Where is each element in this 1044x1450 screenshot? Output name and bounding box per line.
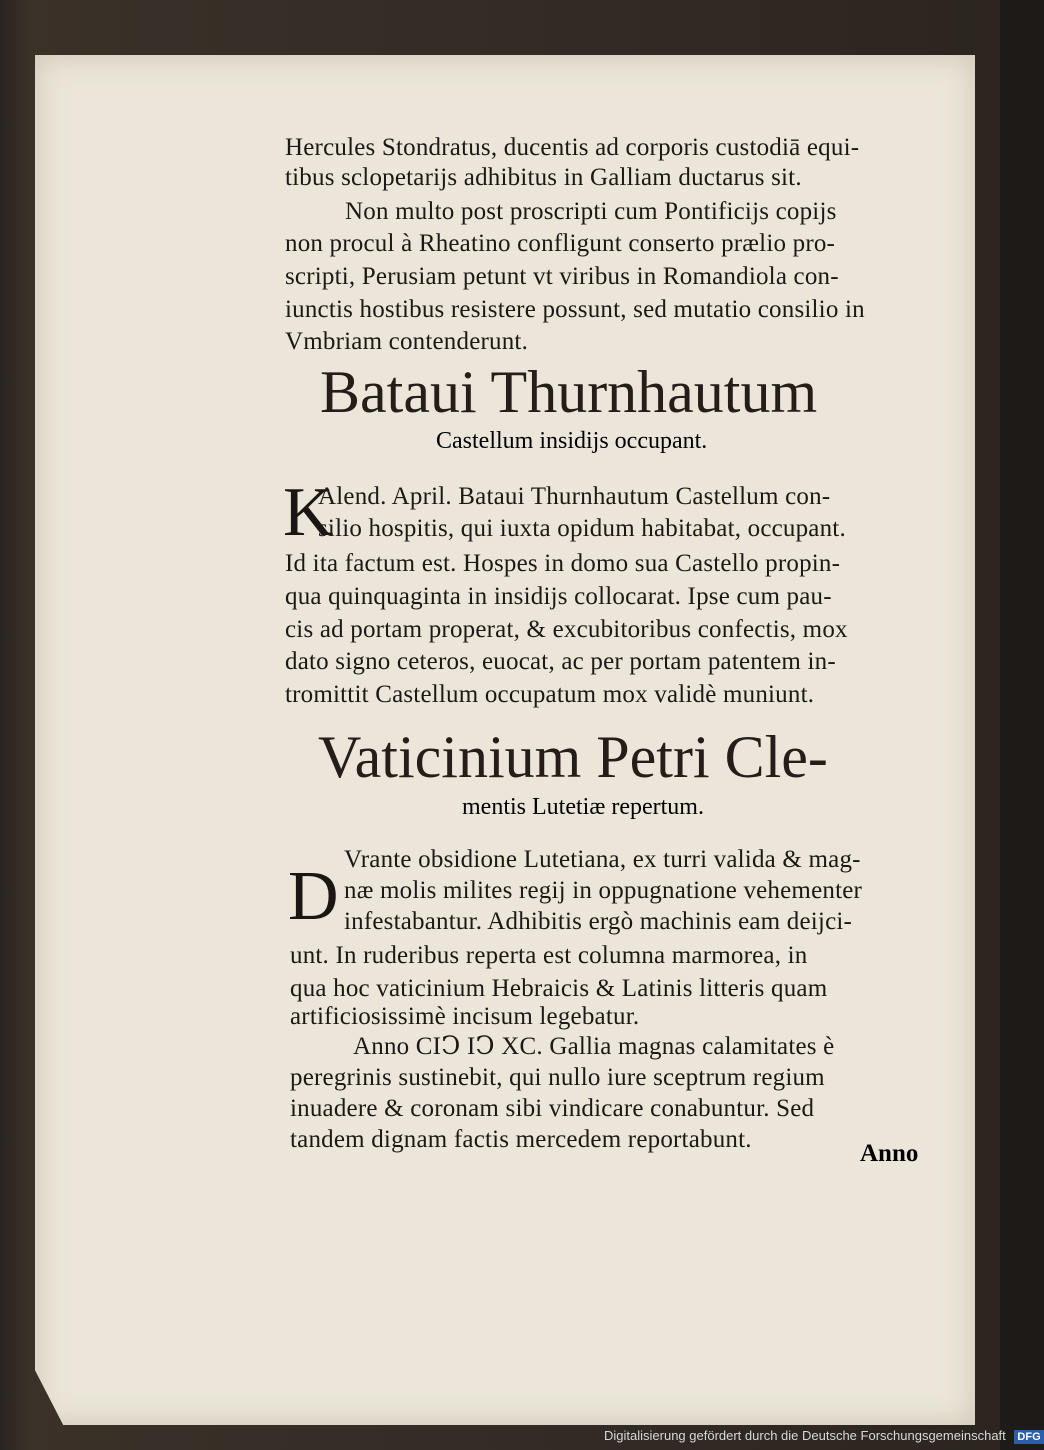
text-line: unt. In ruderibus reperta est columna marmorea, in [290, 942, 808, 969]
text-line: scripti, Perusiam petunt vt viribus in Romandiola con- [285, 263, 839, 290]
section-title-bataui: Bataui Thurnhautum [320, 359, 818, 425]
text-line: qua quinquaginta in insidijs collocarat. Ipse cum pau- [285, 583, 832, 610]
text-line: inuadere & coronam sibi vindicare conabuntur. Sed [290, 1095, 815, 1122]
section-subtitle-bataui: Castellum insidijs occupant. [436, 428, 708, 454]
text-line: infestabantur. Adhibitis ergò machinis eam deijci- [344, 908, 853, 935]
text-line: qua hoc vaticinium Hebraicis & Latinis litteris quam [290, 975, 828, 1002]
credit-text: Digitalisierung gefördert durch die Deutsche Forschungsgemeinschaft [604, 1428, 1006, 1443]
text-line: Non multo post proscripti cum Pontificijs copijs [345, 198, 837, 225]
section-title-vaticinium: Vaticinium Petri Cle- [318, 724, 828, 790]
text-line: tandem dignam factis mercedem reportabunt. [290, 1126, 752, 1153]
text-line: Vmbriam contenderunt. [285, 328, 529, 355]
text-line: cis ad portam properat, & excubitoribus confectis, mox [285, 616, 848, 643]
text-line: næ molis milites regij in oppugnatione vehementer [344, 877, 863, 904]
text-line: tibus sclopetarijs adhibitus in Galliam ductarus sit. [285, 164, 802, 191]
section-subtitle-vaticinium: mentis Lutetiæ repertum. [462, 794, 704, 820]
text-line: dato signo ceteros, euocat, ac per portam patentem in- [285, 648, 836, 675]
text-line: Hercules Stondratus, ducentis ad corporis custodiā equi- [285, 134, 860, 161]
text-line: peregrinis sustinebit, qui nullo iure sceptrum regium [290, 1064, 825, 1091]
text-line: iunctis hostibus resistere possunt, sed mutatio consilio in [285, 296, 865, 323]
text-line: silio hospitis, qui iuxta opidum habitabat, occupant. [318, 515, 846, 542]
text-line: non procul à Rheatino confligunt conserto prælio pro- [285, 230, 836, 257]
text-line: artificiosissimè incisum legebatur. [290, 1003, 640, 1030]
text-line: Anno CIↃ IↃ XC. Gallia magnas calamitates è [353, 1033, 835, 1060]
text-line: Vrante obsidione Lutetiana, ex turri valida & mag- [344, 846, 861, 873]
catchword: Anno [860, 1140, 919, 1167]
drop-cap-d: D [288, 858, 339, 935]
text-line: Id ita factum est. Hospes in domo sua Castello propin- [285, 550, 841, 577]
text-line: Alend. April. Bataui Thurnhautum Castellum con- [318, 483, 831, 510]
digitization-credit [604, 1428, 1044, 1444]
text-line: tromittit Castellum occupatum mox validè muniunt. [285, 681, 815, 708]
drop-cap-k: K [283, 474, 334, 551]
dfg-logo: DFG [1014, 1430, 1043, 1444]
